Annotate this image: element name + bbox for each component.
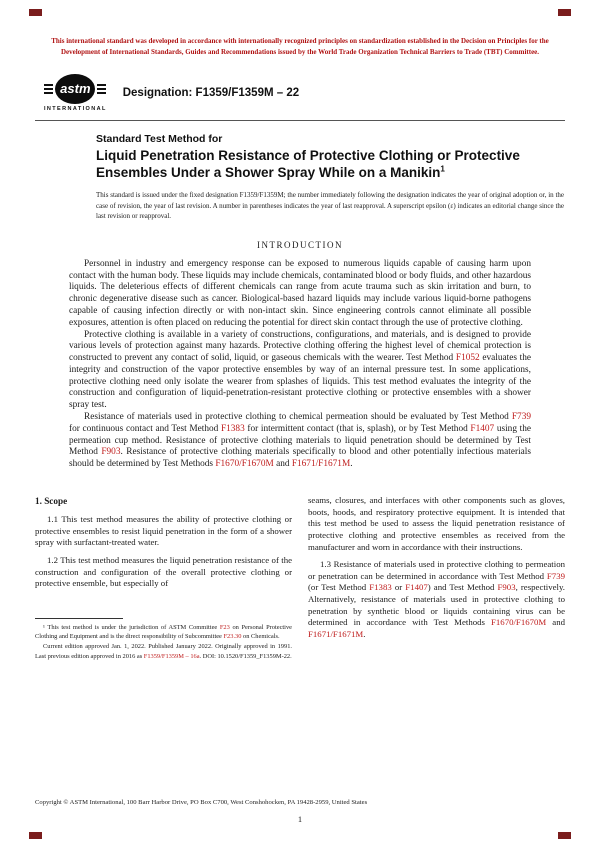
corner-mark [558, 832, 571, 839]
footnote-block [35, 618, 292, 661]
text-run: . DOI: 10.1520/F1359_F1359M-22. [199, 652, 292, 660]
doc-link[interactable]: F1052 [455, 353, 480, 364]
scope-1-1: 1.1 This test method measures the ability of protective clothing or protective ensembles to resist liquid penetration in the form of a shower spray with surfactant-treated water. [35, 514, 292, 548]
designation-label: Designation: F1359/F1359M – 22 [122, 86, 300, 99]
text-run: . Resistance of protective clothing materials specifically to blood and other potentially infectious materials should be determined by Test Methods [69, 447, 531, 470]
logo-right-wing-icon [97, 84, 106, 94]
intro-paragraph-1: Personnel in industry and emergency response can be exposed to numerous liquids capable of causing harm upon contact with the human body. These liquids may include chemicals, contaminated blood or body fluids, and other hazardous liquids. The deleterious effects of different chemicals can range from acute trauma such as skin irritation and burn, to chronic degenerative disease such as cancer. Biological-based hazard liquids may include various liquid-borne pathogens capable of causing infection directly or with non-intact skin. Since engineering controls cannot eliminate all possible exposures, attention is often placed on reducing the potential for direct skin contact through the use of protective clothing. [69, 258, 531, 328]
text-run: 1.3 Resistance of materials used in protective clothing to permeation or penetration can be determined in accordance with Test Method [308, 559, 565, 581]
doc-link[interactable]: F1407 [405, 582, 428, 593]
standard-issue-note: This standard is issued under the fixed designation F1359/F1359M; the number immediately following the designation indicates the year of original adoption or, in the case of revision, the year of last revision. A number in parentheses indicates the year of last reapproval. A superscript epsilon (ε) indicates an editorial change since the last revision or reapproval. [96, 191, 564, 221]
document-header [44, 74, 564, 112]
astm-logo-icon: astm [55, 74, 95, 104]
astm-logo-subtitle: INTERNATIONAL [44, 105, 107, 112]
footnote-divider [35, 618, 123, 619]
doc-link[interactable]: F903 [497, 582, 516, 593]
corner-mark [29, 832, 42, 839]
doc-link[interactable]: F1670/F1670M [491, 617, 547, 628]
text-run: . [363, 628, 366, 639]
introduction-heading: INTRODUCTION [257, 239, 343, 250]
text-run: on Chemicals. [241, 633, 280, 641]
footnote-1 [35, 623, 292, 642]
astm-logo [44, 74, 107, 112]
doc-link[interactable]: F23 [219, 623, 230, 631]
scope-1-2-continued: seams, closures, and interfaces with other components such as gloves, boots, hoods, and respiratory protective equipment. It is intended that this test method be used to assess the liquid penetration resistance of protective clothing and protective ensembles as received from the manufacturer and worn in accordance with their instructions. [308, 495, 565, 552]
text-run: Liquid Penetration Resistance of Protective Clothing or Protective Ensembles Under a Shower Spray While on a Manikin [96, 147, 520, 180]
text-run: ) and Test Method [427, 582, 498, 593]
text-run: (or Test Method [308, 582, 370, 593]
text-run: Current edition approved Jan. 1, 2022. Published January 2022. Originally approved in 1991. Last previous edition approved in 2016 as [35, 643, 292, 660]
doc-link[interactable]: F1670/F1670M [215, 459, 274, 470]
title-kicker: Standard Test Method for [96, 132, 223, 145]
footnote-2 [35, 642, 292, 661]
page-title [96, 147, 566, 182]
title-block [96, 133, 564, 182]
doc-link[interactable]: F1671/F1671M [291, 459, 351, 470]
two-column-body [35, 495, 565, 661]
doc-link[interactable]: F23.30 [223, 633, 242, 641]
astm-logo-mark [44, 74, 106, 104]
doc-link[interactable]: F739 [546, 570, 565, 581]
text-run: and [273, 459, 292, 470]
page-number: 1 [297, 814, 303, 824]
text-run: , respectively. Alternatively, resistance of materials used in protective clothing to penetration by synthetic blood or liquids containing virus can be determined in accordance with Test Methods [308, 582, 566, 628]
doc-link[interactable]: F1671/F1671M [308, 628, 364, 639]
intro-paragraph-2 [69, 330, 531, 413]
logo-left-wing-icon [44, 84, 53, 94]
wto-notice: This international standard was developed in accordance with internationally recognized principles on standardization established in the Decision on Principles for the Development of International Standards, Guides and Recommendations issued by the World Trade Organization Technical Barriers to Trade (TBT) Committee. [51, 37, 549, 56]
doc-link[interactable]: F1383 [220, 423, 245, 434]
introduction-body [69, 259, 531, 471]
corner-mark [558, 9, 571, 16]
scope-heading: 1. Scope [35, 496, 68, 507]
doc-link[interactable]: F903 [101, 447, 121, 458]
text-run: Protective clothing is available in a variety of constructions, configurations, and materials, and is designed to provide various levels of protection against many hazards. Protective clothing offering the highest level of chemical protection is constructed to prevent any contact of solid, liquid, or gaseous chemicals with the wearer. Test Method [69, 329, 531, 364]
text-run: for continuous contact and Test Method [69, 423, 221, 434]
doc-link[interactable]: F739 [511, 412, 531, 423]
scope-1-3 [308, 559, 565, 640]
left-column [35, 495, 292, 661]
text-run: on Personal Protective Clothing and Equipment and is the direct responsibility of Subcommittee [35, 623, 292, 641]
copyright-line: Copyright © ASTM International, 100 Barr Harbor Drive, PO Box C700, West Conshohocken, PA 19428-2959, United States [35, 799, 368, 806]
intro-paragraph-3 [69, 412, 531, 471]
doc-link[interactable]: F1383 [369, 582, 392, 593]
doc-link[interactable]: F1359/F1359M – 16a [143, 652, 200, 660]
text-run: and [546, 617, 565, 628]
text-run: using the permeation cup method. Resistance of protective clothing materials to liquid penetration should be determined by Test Method [69, 423, 531, 458]
text-run: evaluates the integrity and construction of the vapor protective ensembles by way of an internal pressure test. In some applications, protective clothing need only isolate the wearer from splashes of liquids. This test method evaluates the integrity of the construction and configuration of liquid-penetration-resistant protective clothing or protective ensembles with a shower spray test. [69, 353, 531, 411]
doc-link[interactable]: F1407 [470, 423, 495, 434]
superscript: 1 [440, 164, 445, 174]
text-run: . [350, 459, 353, 470]
text-run: for intermittent contact (that is, splash), or by Test Method [244, 423, 471, 434]
scope-1-2: 1.2 This test method measures the liquid penetration resistance of the construction and configuration of the overall protective clothing or protective ensemble, but especially of [35, 555, 292, 589]
corner-mark [29, 9, 42, 16]
text-run: Resistance of materials used in protective clothing to chemical permeation should be evaluated by Test Method [84, 412, 512, 423]
text-run: or [391, 582, 406, 593]
header-divider [35, 120, 565, 121]
text-run: ¹ This test method is under the jurisdiction of ASTM Committee [43, 623, 220, 631]
right-column [308, 495, 565, 661]
